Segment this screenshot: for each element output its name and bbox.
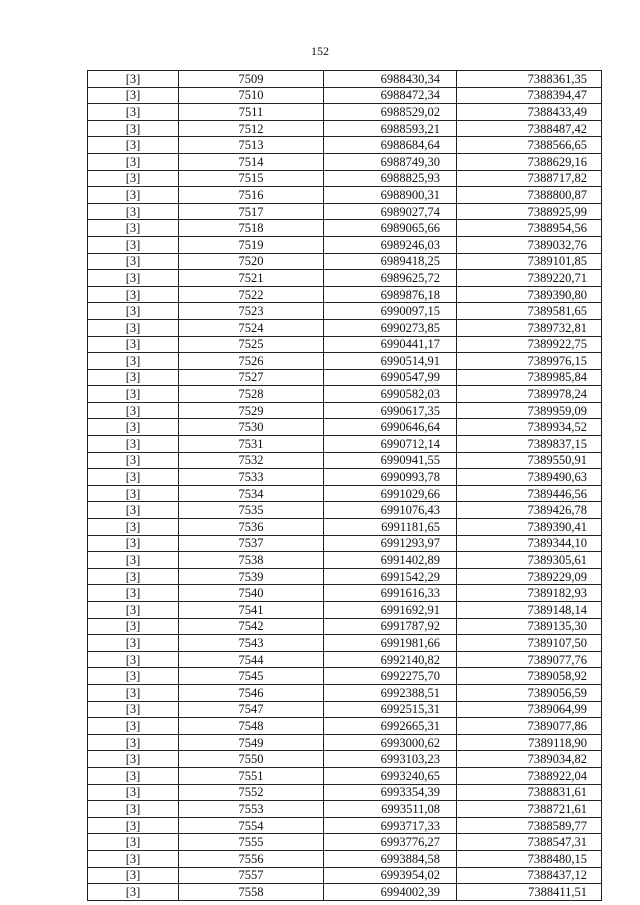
y-coordinate-cell: 7388800,87 — [457, 187, 602, 204]
reference-cell: [3] — [88, 801, 179, 818]
table-row — [88, 336, 602, 353]
point-number-cell: 7526 — [179, 353, 324, 370]
table-row — [88, 834, 602, 851]
reference-cell: [3] — [88, 270, 179, 287]
reference-cell: [3] — [88, 353, 179, 370]
table-row — [88, 104, 602, 121]
point-number-cell: 7524 — [179, 319, 324, 336]
y-coordinate-cell: 7389220,71 — [457, 270, 602, 287]
reference-cell: [3] — [88, 834, 179, 851]
x-coordinate-cell: 6988825,93 — [324, 170, 457, 187]
x-coordinate-cell: 6993103,23 — [324, 751, 457, 768]
y-coordinate-cell: 7389978,24 — [457, 386, 602, 403]
x-coordinate-cell: 6988430,34 — [324, 71, 457, 88]
reference-cell: [3] — [88, 618, 179, 635]
y-coordinate-cell: 7388589,77 — [457, 817, 602, 834]
point-number-cell: 7547 — [179, 701, 324, 718]
point-number-cell: 7528 — [179, 386, 324, 403]
point-number-cell: 7539 — [179, 568, 324, 585]
reference-cell: [3] — [88, 651, 179, 668]
x-coordinate-cell: 6991402,89 — [324, 552, 457, 569]
x-coordinate-cell: 6988900,31 — [324, 187, 457, 204]
y-coordinate-cell: 7388480,15 — [457, 850, 602, 867]
point-number-cell: 7519 — [179, 236, 324, 253]
y-coordinate-cell: 7388717,82 — [457, 170, 602, 187]
table-row — [88, 170, 602, 187]
x-coordinate-cell: 6991787,92 — [324, 618, 457, 635]
reference-cell: [3] — [88, 568, 179, 585]
x-coordinate-cell: 6991029,66 — [324, 485, 457, 502]
y-coordinate-cell: 7388629,16 — [457, 153, 602, 170]
x-coordinate-cell: 6993717,33 — [324, 817, 457, 834]
coordinates-table-body — [88, 71, 602, 901]
y-coordinate-cell: 7389032,76 — [457, 236, 602, 253]
reference-cell: [3] — [88, 436, 179, 453]
y-coordinate-cell: 7389305,61 — [457, 552, 602, 569]
reference-cell: [3] — [88, 751, 179, 768]
reference-cell: [3] — [88, 153, 179, 170]
point-number-cell: 7544 — [179, 651, 324, 668]
reference-cell: [3] — [88, 220, 179, 237]
point-number-cell: 7510 — [179, 87, 324, 104]
reference-cell: [3] — [88, 635, 179, 652]
y-coordinate-cell: 7389959,09 — [457, 402, 602, 419]
x-coordinate-cell: 6988529,02 — [324, 104, 457, 121]
reference-cell: [3] — [88, 236, 179, 253]
reference-cell: [3] — [88, 187, 179, 204]
table-row — [88, 153, 602, 170]
reference-cell: [3] — [88, 602, 179, 619]
point-number-cell: 7525 — [179, 336, 324, 353]
x-coordinate-cell: 6991542,29 — [324, 568, 457, 585]
x-coordinate-cell: 6993354,39 — [324, 784, 457, 801]
x-coordinate-cell: 6993511,08 — [324, 801, 457, 818]
x-coordinate-cell: 6993776,27 — [324, 834, 457, 851]
x-coordinate-cell: 6989418,25 — [324, 253, 457, 270]
x-coordinate-cell: 6993000,62 — [324, 734, 457, 751]
table-row — [88, 436, 602, 453]
page-number: 152 — [311, 44, 329, 58]
point-number-cell: 7543 — [179, 635, 324, 652]
point-number-cell: 7514 — [179, 153, 324, 170]
x-coordinate-cell: 6993240,65 — [324, 767, 457, 784]
x-coordinate-cell: 6991692,91 — [324, 602, 457, 619]
y-coordinate-cell: 7388437,12 — [457, 867, 602, 884]
x-coordinate-cell: 6991616,33 — [324, 585, 457, 602]
point-number-cell: 7522 — [179, 286, 324, 303]
reference-cell: [3] — [88, 203, 179, 220]
x-coordinate-cell: 6991981,66 — [324, 635, 457, 652]
x-coordinate-cell: 6988472,34 — [324, 87, 457, 104]
y-coordinate-cell: 7389148,14 — [457, 602, 602, 619]
reference-cell: [3] — [88, 419, 179, 436]
table-row — [88, 71, 602, 88]
x-coordinate-cell: 6990941,55 — [324, 452, 457, 469]
table-row — [88, 767, 602, 784]
x-coordinate-cell: 6989246,03 — [324, 236, 457, 253]
reference-cell: [3] — [88, 137, 179, 154]
table-row — [88, 353, 602, 370]
table-row — [88, 286, 602, 303]
table-row — [88, 718, 602, 735]
table-row — [88, 87, 602, 104]
point-number-cell: 7513 — [179, 137, 324, 154]
point-number-cell: 7512 — [179, 120, 324, 137]
y-coordinate-cell: 7389732,81 — [457, 319, 602, 336]
point-number-cell: 7538 — [179, 552, 324, 569]
x-coordinate-cell: 6991293,97 — [324, 535, 457, 552]
table-row — [88, 120, 602, 137]
x-coordinate-cell: 6989876,18 — [324, 286, 457, 303]
y-coordinate-cell: 7388547,31 — [457, 834, 602, 851]
table-row — [88, 319, 602, 336]
x-coordinate-cell: 6990273,85 — [324, 319, 457, 336]
y-coordinate-cell: 7389985,84 — [457, 369, 602, 386]
table-row — [88, 585, 602, 602]
reference-cell: [3] — [88, 71, 179, 88]
reference-cell: [3] — [88, 784, 179, 801]
y-coordinate-cell: 7389581,65 — [457, 303, 602, 320]
reference-cell: [3] — [88, 850, 179, 867]
point-number-cell: 7532 — [179, 452, 324, 469]
point-number-cell: 7517 — [179, 203, 324, 220]
y-coordinate-cell: 7389135,30 — [457, 618, 602, 635]
x-coordinate-cell: 6992275,70 — [324, 668, 457, 685]
reference-cell: [3] — [88, 668, 179, 685]
reference-cell: [3] — [88, 734, 179, 751]
x-coordinate-cell: 6991076,43 — [324, 502, 457, 519]
y-coordinate-cell: 7389837,15 — [457, 436, 602, 453]
reference-cell: [3] — [88, 867, 179, 884]
x-coordinate-cell: 6990712,14 — [324, 436, 457, 453]
point-number-cell: 7542 — [179, 618, 324, 635]
reference-cell: [3] — [88, 104, 179, 121]
point-number-cell: 7533 — [179, 469, 324, 486]
point-number-cell: 7549 — [179, 734, 324, 751]
reference-cell: [3] — [88, 718, 179, 735]
reference-cell: [3] — [88, 303, 179, 320]
table-row — [88, 850, 602, 867]
table-row — [88, 236, 602, 253]
reference-cell: [3] — [88, 552, 179, 569]
table-row — [88, 369, 602, 386]
x-coordinate-cell: 6988593,21 — [324, 120, 457, 137]
y-coordinate-cell: 7389077,86 — [457, 718, 602, 735]
y-coordinate-cell: 7389107,50 — [457, 635, 602, 652]
reference-cell: [3] — [88, 402, 179, 419]
x-coordinate-cell: 6992140,82 — [324, 651, 457, 668]
y-coordinate-cell: 7389390,41 — [457, 519, 602, 536]
x-coordinate-cell: 6990617,35 — [324, 402, 457, 419]
table-row — [88, 668, 602, 685]
point-number-cell: 7550 — [179, 751, 324, 768]
point-number-cell: 7511 — [179, 104, 324, 121]
point-number-cell: 7530 — [179, 419, 324, 436]
y-coordinate-cell: 7388433,49 — [457, 104, 602, 121]
reference-cell: [3] — [88, 817, 179, 834]
reference-cell: [3] — [88, 170, 179, 187]
reference-cell: [3] — [88, 502, 179, 519]
point-number-cell: 7516 — [179, 187, 324, 204]
point-number-cell: 7546 — [179, 684, 324, 701]
table-row — [88, 801, 602, 818]
reference-cell: [3] — [88, 535, 179, 552]
y-coordinate-cell: 7389077,76 — [457, 651, 602, 668]
x-coordinate-cell: 6990514,91 — [324, 353, 457, 370]
y-coordinate-cell: 7388954,56 — [457, 220, 602, 237]
point-number-cell: 7553 — [179, 801, 324, 818]
table-row — [88, 187, 602, 204]
table-row — [88, 552, 602, 569]
point-number-cell: 7555 — [179, 834, 324, 851]
table-row — [88, 402, 602, 419]
reference-cell: [3] — [88, 253, 179, 270]
reference-cell: [3] — [88, 485, 179, 502]
table-row — [88, 568, 602, 585]
point-number-cell: 7536 — [179, 519, 324, 536]
y-coordinate-cell: 7389118,90 — [457, 734, 602, 751]
reference-cell: [3] — [88, 469, 179, 486]
x-coordinate-cell: 6989625,72 — [324, 270, 457, 287]
x-coordinate-cell: 6990582,03 — [324, 386, 457, 403]
x-coordinate-cell: 6992388,51 — [324, 684, 457, 701]
table-row — [88, 485, 602, 502]
y-coordinate-cell: 7389426,78 — [457, 502, 602, 519]
reference-cell: [3] — [88, 336, 179, 353]
table-row — [88, 602, 602, 619]
table-row — [88, 253, 602, 270]
point-number-cell: 7531 — [179, 436, 324, 453]
table-row — [88, 635, 602, 652]
x-coordinate-cell: 6989065,66 — [324, 220, 457, 237]
y-coordinate-cell: 7389101,85 — [457, 253, 602, 270]
x-coordinate-cell: 6989027,74 — [324, 203, 457, 220]
point-number-cell: 7554 — [179, 817, 324, 834]
point-number-cell: 7537 — [179, 535, 324, 552]
table-row — [88, 386, 602, 403]
reference-cell: [3] — [88, 386, 179, 403]
point-number-cell: 7534 — [179, 485, 324, 502]
reference-cell: [3] — [88, 369, 179, 386]
reference-cell: [3] — [88, 319, 179, 336]
y-coordinate-cell: 7388394,47 — [457, 87, 602, 104]
point-number-cell: 7521 — [179, 270, 324, 287]
x-coordinate-cell: 6990646,64 — [324, 419, 457, 436]
y-coordinate-cell: 7389058,92 — [457, 668, 602, 685]
y-coordinate-cell: 7389229,09 — [457, 568, 602, 585]
y-coordinate-cell: 7389550,91 — [457, 452, 602, 469]
table-row — [88, 137, 602, 154]
x-coordinate-cell: 6990097,15 — [324, 303, 457, 320]
reference-cell: [3] — [88, 684, 179, 701]
x-coordinate-cell: 6994002,39 — [324, 884, 457, 901]
reference-cell: [3] — [88, 120, 179, 137]
x-coordinate-cell: 6990441,17 — [324, 336, 457, 353]
x-coordinate-cell: 6992515,31 — [324, 701, 457, 718]
point-number-cell: 7509 — [179, 71, 324, 88]
table-row — [88, 303, 602, 320]
x-coordinate-cell: 6988749,30 — [324, 153, 457, 170]
x-coordinate-cell: 6990547,99 — [324, 369, 457, 386]
reference-cell: [3] — [88, 767, 179, 784]
point-number-cell: 7548 — [179, 718, 324, 735]
y-coordinate-cell: 7388925,99 — [457, 203, 602, 220]
y-coordinate-cell: 7388831,61 — [457, 784, 602, 801]
point-number-cell: 7520 — [179, 253, 324, 270]
y-coordinate-cell: 7389064,99 — [457, 701, 602, 718]
y-coordinate-cell: 7389976,15 — [457, 353, 602, 370]
point-number-cell: 7527 — [179, 369, 324, 386]
table-row — [88, 867, 602, 884]
point-number-cell: 7523 — [179, 303, 324, 320]
y-coordinate-cell: 7388922,04 — [457, 767, 602, 784]
table-row — [88, 270, 602, 287]
table-row — [88, 419, 602, 436]
table-row — [88, 618, 602, 635]
table-row — [88, 817, 602, 834]
point-number-cell: 7540 — [179, 585, 324, 602]
table-row — [88, 751, 602, 768]
reference-cell: [3] — [88, 884, 179, 901]
table-row — [88, 452, 602, 469]
point-number-cell: 7529 — [179, 402, 324, 419]
point-number-cell: 7518 — [179, 220, 324, 237]
point-number-cell: 7557 — [179, 867, 324, 884]
x-coordinate-cell: 6988684,64 — [324, 137, 457, 154]
y-coordinate-cell: 7388411,51 — [457, 884, 602, 901]
x-coordinate-cell: 6993954,02 — [324, 867, 457, 884]
reference-cell: [3] — [88, 452, 179, 469]
point-number-cell: 7535 — [179, 502, 324, 519]
y-coordinate-cell: 7389490,63 — [457, 469, 602, 486]
point-number-cell: 7541 — [179, 602, 324, 619]
table-row — [88, 701, 602, 718]
table-row — [88, 784, 602, 801]
y-coordinate-cell: 7389182,93 — [457, 585, 602, 602]
point-number-cell: 7551 — [179, 767, 324, 784]
y-coordinate-cell: 7388361,35 — [457, 71, 602, 88]
y-coordinate-cell: 7388721,61 — [457, 801, 602, 818]
x-coordinate-cell: 6990993,78 — [324, 469, 457, 486]
table-row — [88, 220, 602, 237]
table-row — [88, 519, 602, 536]
table-row — [88, 734, 602, 751]
point-number-cell: 7515 — [179, 170, 324, 187]
table-row — [88, 884, 602, 901]
reference-cell: [3] — [88, 519, 179, 536]
y-coordinate-cell: 7389934,52 — [457, 419, 602, 436]
x-coordinate-cell: 6992665,31 — [324, 718, 457, 735]
y-coordinate-cell: 7389390,80 — [457, 286, 602, 303]
x-coordinate-cell: 6991181,65 — [324, 519, 457, 536]
table-row — [88, 502, 602, 519]
table-row — [88, 684, 602, 701]
reference-cell: [3] — [88, 286, 179, 303]
y-coordinate-cell: 7389344,10 — [457, 535, 602, 552]
point-number-cell: 7552 — [179, 784, 324, 801]
reference-cell: [3] — [88, 585, 179, 602]
y-coordinate-cell: 7388487,42 — [457, 120, 602, 137]
reference-cell: [3] — [88, 701, 179, 718]
reference-cell: [3] — [88, 87, 179, 104]
table-row — [88, 535, 602, 552]
point-number-cell: 7545 — [179, 668, 324, 685]
y-coordinate-cell: 7389446,56 — [457, 485, 602, 502]
y-coordinate-cell: 7389922,75 — [457, 336, 602, 353]
table-row — [88, 469, 602, 486]
y-coordinate-cell: 7389034,82 — [457, 751, 602, 768]
y-coordinate-cell: 7388566,65 — [457, 137, 602, 154]
table-row — [88, 203, 602, 220]
table-row — [88, 651, 602, 668]
y-coordinate-cell: 7389056,59 — [457, 684, 602, 701]
point-number-cell: 7558 — [179, 884, 324, 901]
coordinates-table — [87, 70, 602, 901]
point-number-cell: 7556 — [179, 850, 324, 867]
x-coordinate-cell: 6993884,58 — [324, 850, 457, 867]
